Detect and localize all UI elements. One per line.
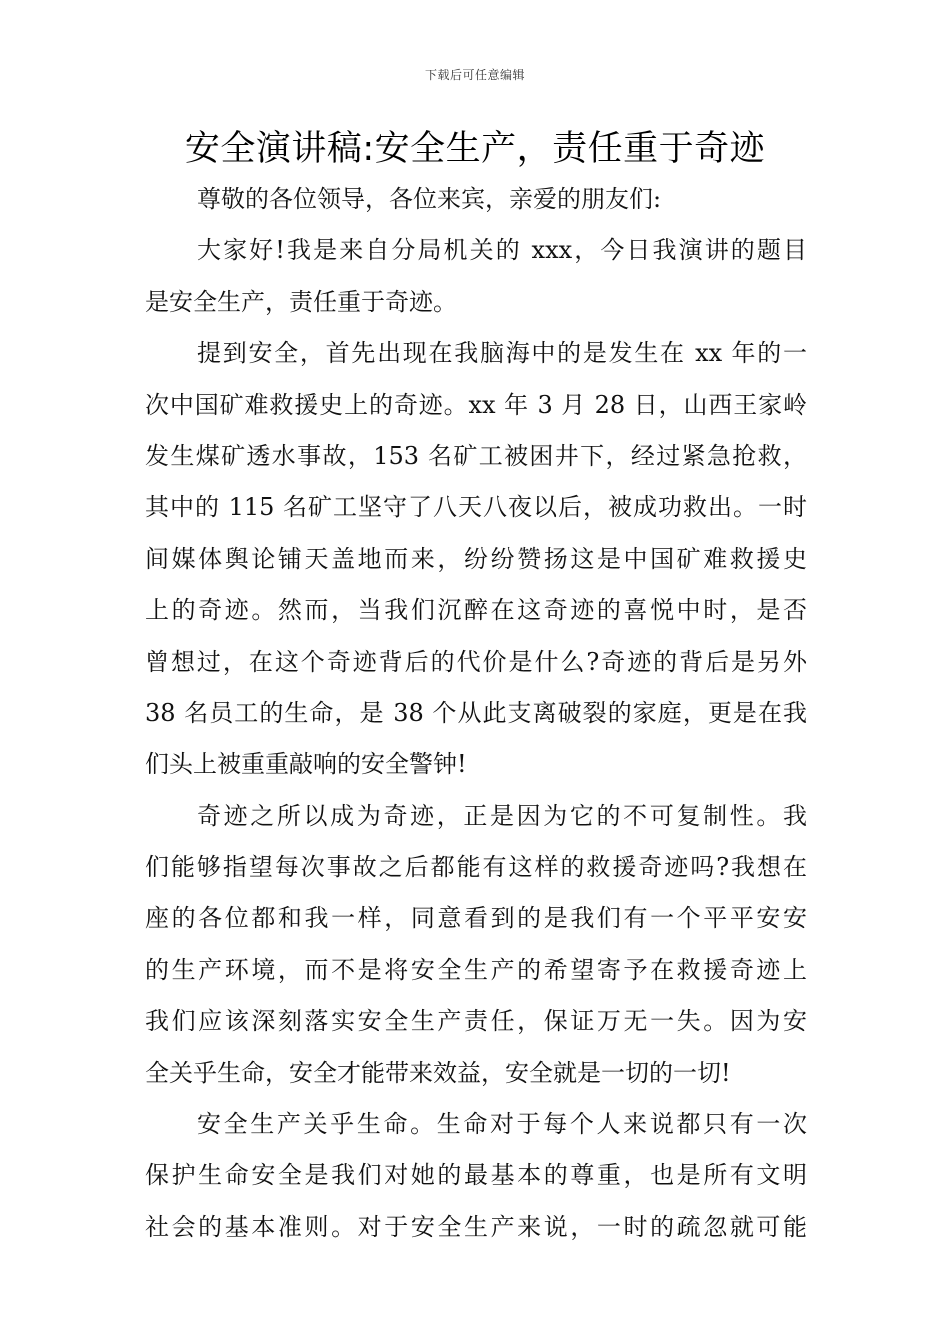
paragraph-line: 上的奇迹。然而，当我们沉醉在这奇迹的喜悦中时，是否 (145, 596, 807, 625)
paragraph-line: 次中国矿难救援史上的奇迹。xx 年 3 月 28 日，山西王家岭 (145, 390, 807, 419)
paragraph-line: 38 名员工的生命，是 38 个从此支离破裂的家庭，更是在我 (145, 698, 807, 727)
paragraph-line: 的生产环境，而不是将安全生产的希望寄予在救援奇迹上 (145, 955, 807, 984)
paragraph-line: 们能够指望每次事故之后都能有这样的救援奇迹吗?我想在 (145, 853, 807, 882)
paragraph-line: 间媒体舆论铺天盖地而来，纷纷赞扬这是中国矿难救援史 (145, 544, 807, 573)
paragraph-line: 社会的基本准则。对于安全生产来说，一时的疏忽就可能 (145, 1212, 807, 1241)
paragraph-line: 全关乎生命，安全才能带来效益，安全就是一切的一切! (145, 1058, 731, 1087)
paragraph-line: 安全生产关乎生命。生命对于每个人来说都只有一次 (197, 1110, 807, 1139)
salutation-line: 尊敬的各位领导，各位来宾，亲爱的朋友们: (197, 185, 662, 213)
header-note: 下载后可任意编辑 (424, 68, 525, 82)
paragraph-line: 大家好!我是来自分局机关的 xxx，今日我演讲的题目 (197, 236, 807, 265)
paragraph-line: 我们应该深刻落实安全生产责任，保证万无一失。因为安 (145, 1007, 807, 1036)
paragraph-line: 们头上被重重敲响的安全警钟! (145, 750, 467, 779)
paragraph-line: 是安全生产，责任重于奇迹。 (145, 287, 457, 316)
paragraph-line: 提到安全，首先出现在我脑海中的是发生在 xx 年的一 (197, 339, 807, 368)
paragraph-line: 发生煤矿透水事故，153 名矿工被困井下，经过紧急抢救， (145, 441, 807, 470)
paragraph-line: 其中的 115 名矿工坚守了八天八夜以后，被成功救出。一时 (145, 493, 807, 522)
paragraph-line: 座的各位都和我一样，同意看到的是我们有一个平平安安 (145, 904, 807, 933)
document-body (145, 174, 807, 1253)
document-title: 安全演讲稿:安全生产，责任重于奇迹 (184, 129, 766, 169)
paragraph-line: 奇迹之所以成为奇迹，正是因为它的不可复制性。我 (197, 801, 807, 830)
paragraph-line: 保护生命安全是我们对她的最基本的尊重，也是所有文明 (145, 1161, 807, 1190)
paragraph-line: 曾想过，在这个奇迹背后的代价是什么?奇迹的背后是另外 (145, 647, 807, 676)
